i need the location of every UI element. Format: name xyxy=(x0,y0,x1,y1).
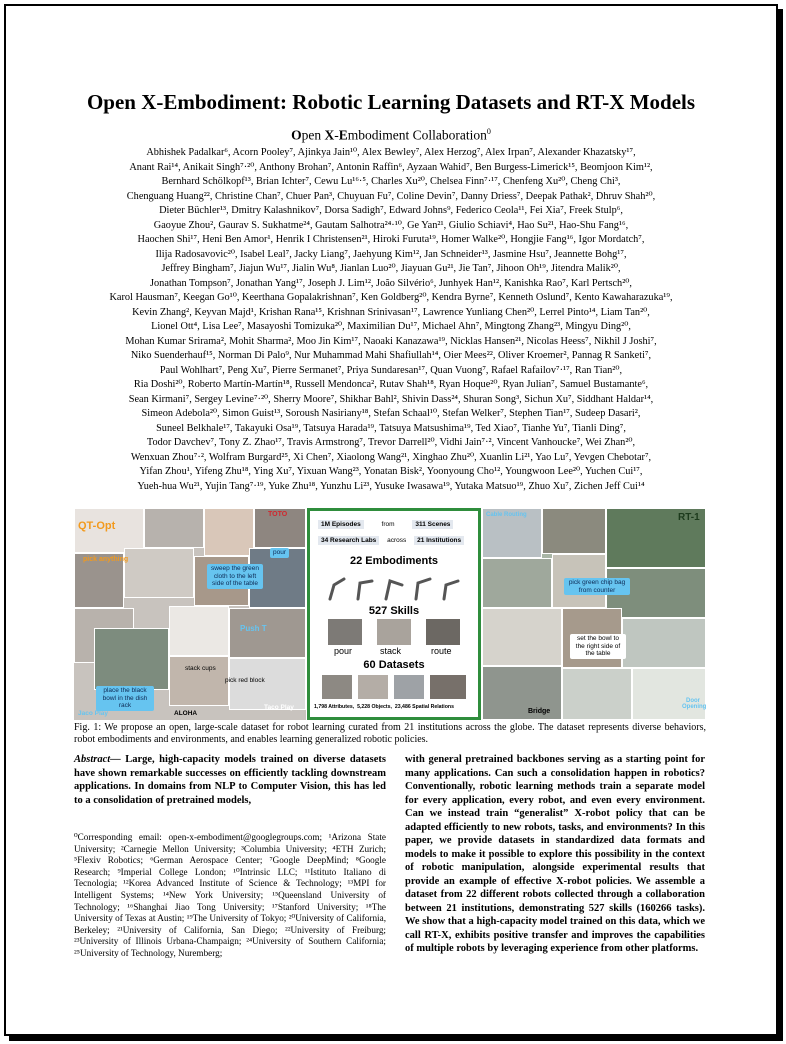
skill-photo-route xyxy=(426,619,460,645)
label-door-opening: Door Opening xyxy=(682,698,706,710)
tag-chip-bag: pick green chip bag from counter xyxy=(564,578,630,595)
skill-label-pour: pour xyxy=(334,646,353,656)
author-line: Haochen Shi¹⁷, Heni Ben Amor¹, Henrik I Christensen²¹, Hiroki Furuta¹⁹, Homer Walke²⁰, Hongjie Fang¹⁶, Igor Mordatch⁷, xyxy=(137,234,645,245)
author-line: Karol Hausman⁷, Keegan Go¹⁰, Keerthana Gopalakrishnan⁷, Ken Goldberg²⁰, Kendra Byrne⁷, Kenneth Oslund⁷, Kento Kawaharazuka¹⁹, xyxy=(109,292,673,303)
photo-tile xyxy=(204,508,254,556)
author-line: Yueh-hua Wu²¹, Yujin Tang⁷·¹⁹, Yuke Zhu¹⁸, Yunzhu Li²³, Yusuke Iwasawa¹⁹, Yutaka Matsuo¹⁹, Zhuo Xu⁷, Zichen Jeff Cui¹⁴ xyxy=(137,480,645,492)
stat-episodes-row xyxy=(318,521,453,528)
photo-tile xyxy=(542,508,606,554)
abstract-dash: — xyxy=(110,754,126,765)
figure-right-collage xyxy=(482,508,706,720)
photo-tile xyxy=(124,548,194,598)
author-line: Wenxuan Zhou⁷·², Wolfram Burgard²⁵, Xi Chen⁷, Xiaolong Wang²¹, Xinghao Zhu²⁰, Xuanlin Li²¹, Yao Lu⁷, Yevgen Chebotar⁷, xyxy=(130,451,652,463)
abstract-heading: Abstract xyxy=(74,754,111,765)
author-line: Simeon Adebola²⁰, Simon Guist¹³, Soroush Nasiriany¹⁸, Stefan Schaal¹⁰, Stefan Welker⁷, Stephen Tian¹⁷, Sudeep Dasari², xyxy=(141,408,641,419)
stat-labs: 34 Research Labs xyxy=(318,536,379,545)
photo-tile xyxy=(94,628,169,690)
abstract-right-column: with general pretrained backbones serving as a starting point for many applications. Can such a consolidation happen in robotics? Conventionally, robotic learning methods train a separate model for every application, every robot, and even every environment. Can we instead train “generalist” X-robot policy that can be adapted efficiently to new robots, tasks, and environments? In this paper, we provide datasets in standardized data formats and models to make it possible to explore this possibility in the context of robotic manipulation, alongside experimental results that provide an example of effective X-robot policies. We assemble a dataset from 22 different robots collected through a collaboration between 21 institutions, demonstrating 527 skills (160266 tasks). We show that a high-capacity model trained on this data, which we call RT-X, exhibits positive transfer and improves the capabilities of multiple robots by leveraging experience from other platforms. xyxy=(405,754,705,954)
label-cable-routing: Cable Routing xyxy=(486,512,527,518)
stat-embodiments: 22 Embodiments xyxy=(349,555,439,567)
figure-left-collage xyxy=(74,508,306,720)
skill-label-stack: stack xyxy=(380,646,402,656)
figure-caption: Fig. 1: We propose an open, large-scale dataset for robot learning curated from 21 institutions across the globe. The dataset represents diverse behaviors, robot embodiments and environments, and enables learning generalized robotic policies. xyxy=(74,722,706,745)
tag-place-bowl: place the black bowl in the dish rack xyxy=(96,686,154,711)
robot-arms-illustration xyxy=(320,571,470,601)
author-line: Ilija Radosavovic²⁰, Isabel Leal⁷, Jacky Liang⁷, Jaehyung Kim¹², Jan Schneider¹³, Jasmine Hsu⁷, Jeannette Bohg¹⁷, xyxy=(155,248,627,260)
photo-tile xyxy=(229,608,306,658)
label-aloha: ALOHA xyxy=(174,710,198,717)
paper-page xyxy=(4,4,778,1036)
tag-sweep-cloth: sweep the green cloth to the left side of the table xyxy=(207,564,263,589)
collab-initial-x: X xyxy=(324,127,335,143)
photo-tile xyxy=(562,668,632,720)
photo-tile xyxy=(482,558,552,608)
abstract-left-column xyxy=(74,753,386,807)
paper-title: Open X-Embodiment: Robotic Learning Datasets and RT-X Models xyxy=(86,90,696,114)
author-line: Lionel Ott⁴, Lisa Lee⁷, Masayoshi Tomizuka²⁰, Maximilian Du¹⁷, Michael Ahn⁷, Mingtong Zhang²³, Mingyu Ding²⁰, xyxy=(151,321,631,332)
author-line: Mohan Kumar Srirama², Mohit Sharma², Moo Jin Kim¹⁷, Naoaki Kanazawa¹⁹, Nicklas Hansen²¹, Nicolas Heess⁷, Nikhil J Joshi⁷, xyxy=(125,335,657,347)
stat-attributes-row: 1,798 Attributes, 5,228 Objects, 23,486 Spatial Relations xyxy=(314,704,454,710)
author-line: Bernhard Schölkopf¹³, Brian Ichter⁷, Cewu Lu¹⁶·⁵, Charles Xu²⁰, Chelsea Finn⁷·¹⁷, Chenfeng Xu²⁰, Cheng Chi³, xyxy=(161,176,621,187)
author-list xyxy=(61,146,721,494)
stat-episodes: 1M Episodes xyxy=(318,520,364,529)
dataset-thumb xyxy=(322,675,352,699)
stat-relations: 23,486 Spatial Relations xyxy=(394,704,454,710)
stat-objects: 5,228 Objects xyxy=(357,704,391,710)
author-line: Jonathan Tompson⁷, Jonathan Yang¹⁷, Joseph J. Lim¹², João Silvério⁶, Junhyek Han¹², Kanishka Rao⁷, Karl Pertsch²⁰, xyxy=(150,277,632,289)
stat-scenes: 311 Scenes xyxy=(412,520,453,529)
collab-initial-e: E xyxy=(338,127,348,143)
author-line: Kevin Zhang², Keyvan Majd¹, Krishan Rana¹⁵, Krishnan Srinivasan¹⁷, Lawrence Yunliang Chen²⁰, Lerrel Pinto¹⁴, Liam Tan²⁰, xyxy=(132,306,650,318)
photo-tile xyxy=(169,606,229,656)
label-rt1: RT-1 xyxy=(678,512,700,523)
collab-dash: - xyxy=(334,127,339,143)
label-toto: TOTO xyxy=(268,511,288,518)
author-line: Chenguang Huang²², Christine Chan⁷, Chuer Pan³, Chuyuan Fu⁷, Coline Devin⁷, Danny Driess⁷, Deepak Pathak², Dhruv Shah²⁰, xyxy=(126,190,656,202)
label-bridge: Bridge xyxy=(528,708,551,715)
stat-institutions: 21 Institutions xyxy=(414,536,464,545)
stat-from: from xyxy=(381,521,395,528)
skill-photo-stack xyxy=(377,619,411,645)
skill-photo-pour xyxy=(328,619,362,645)
label-push-t: Push T xyxy=(240,624,267,633)
author-line: Jeffrey Bingham⁷, Jiajun Wu¹⁷, Jialin Wu⁸, Jianlan Luo²⁰, Jiayuan Gu²¹, Jie Tan⁷, Jihoon Oh¹⁹, Jitendra Malik²⁰, xyxy=(161,263,621,274)
collaboration-line xyxy=(6,127,776,144)
author-line: Yifan Zhou¹, Yifeng Zhu¹⁸, Ying Xu⁷, Yixuan Wang²³, Yonatan Bisk², Yoonyoung Cho¹², Youngwoon Lee²⁰, Yuchen Cui¹⁷, xyxy=(139,466,643,477)
tag-stack-cups: stack cups xyxy=(185,665,216,672)
affiliations-footnote: ⁰Corresponding email: open-x-embodiment@googlegroups.com; ¹Arizona State University; ²Carnegie Mellon University; ³Columbia University; ⁴ETH Zurich; ⁵Flexiv Robotics; ⁶German Aerospace Center; ⁷Google DeepMind; ⁸Google Research; ⁹Imperial College London; ¹⁰Intrinsic LLC; ¹¹Istituto Italiano di Tecnologia; ¹²Korea Advanced Institute of Science & Technology; ¹³MPI for Intelligent Systems; ¹⁴New York University; ¹⁵Queensland University of Technology; ¹⁶Shanghai Jiao Tong University; ¹⁷Stanford University; ¹⁸The University of Texas at Austin; ¹⁹The University of Tokyo; ²⁰University of California, Berkeley; ²¹University of California, San Diego; ²²University of Freiburg; ²³University of Illinois Urbana-Champaign; ²⁴University of Southern California; ²⁵University of Technology, Nuremberg; xyxy=(74,832,386,958)
collab-sup: 0 xyxy=(486,127,491,136)
photo-tile xyxy=(144,508,204,548)
photo-tile xyxy=(632,668,706,720)
author-line: Sean Kirmani⁷, Sergey Levine⁷·²⁰, Sherry Moore⁷, Shikhar Bahl², Shivin Dass²⁴, Shuran Song³, Sichun Xu⁷, Siddhant Haldar¹⁴, xyxy=(128,393,654,405)
label-qt-opt: QT-Opt xyxy=(78,520,116,532)
author-line: Todor Davchev⁷, Tony Z. Zhao¹⁷, Travis Armstrong⁷, Trevor Darrell²⁰, Vidhi Jain⁷·², Vincent Vanhoucke⁷, Wei Zhan²⁰, xyxy=(146,437,636,448)
label-jaco-play: Jaco Play xyxy=(78,710,108,717)
dataset-thumb xyxy=(358,675,388,699)
dataset-thumb xyxy=(430,675,466,699)
collab-text-2: mbodiment Collaboration xyxy=(347,127,487,143)
author-line: Paul Wohlhart⁷, Peng Xu⁷, Pierre Sermanet⁷, Priya Sundaresan¹⁷, Quan Vuong⁷, Rafael Rafailov⁷·¹⁷, Ran Tian²⁰, xyxy=(159,364,623,376)
author-line: Ria Doshi²⁰, Roberto Martín-Martín¹⁸, Russell Mendonca², Rutav Shah¹⁸, Ryan Hoque²⁰, Ryan Julian⁷, Samuel Bustamante⁶, xyxy=(133,379,649,390)
author-line: Abhishek Padalkar⁶, Acorn Pooley⁷, Ajinkya Jain¹⁰, Alex Bewley⁷, Alex Herzog⁷, Alex Irpan⁷, Alexander Khazatsky¹⁷, xyxy=(146,147,636,158)
tag-bowl-right: set the bowl to the right side of the table xyxy=(570,634,626,659)
stat-across: across xyxy=(387,537,407,544)
author-line: Anant Rai¹⁴, Anikait Singh⁷·²⁰, Anthony Brohan⁷, Antonin Raffin⁶, Ayzaan Wahid⁷, Ben Burgess-Limerick¹⁵, Beomjoon Kim¹², xyxy=(129,161,653,173)
collab-initial-o: O xyxy=(291,127,302,143)
figure-stats-panel xyxy=(307,508,481,720)
tag-pick-red-block: pick red block xyxy=(225,677,265,684)
tag-pour: pour xyxy=(270,548,289,558)
dataset-thumb xyxy=(394,675,424,699)
label-taco-play: Taco Play xyxy=(264,704,294,711)
author-line: Suneel Belkhale¹⁷, Takayuki Osa¹⁹, Tatsuya Harada¹⁹, Tatsuya Matsushima¹⁹, Ted Xiao⁷, Tianhe Yu⁷, Tianli Ding⁷, xyxy=(156,422,626,434)
figure-1 xyxy=(74,508,706,720)
collab-text-1: pen xyxy=(301,127,325,143)
abstract-left-text: Large, high-capacity models trained on diverse datasets have shown remarkable successes on efficiently tackling downstream applications. In domains from NLP to Computer Vision, this has led to a consolidation of pretrained models, xyxy=(74,754,386,806)
stat-attributes: 1,798 Attributes xyxy=(314,704,353,710)
stat-labs-row xyxy=(318,537,464,544)
photo-tile xyxy=(622,618,706,668)
skill-label-route: route xyxy=(431,646,452,656)
stat-skills: 527 Skills xyxy=(368,605,420,617)
stat-datasets: 60 Datasets xyxy=(363,659,425,671)
author-line: Niko Suenderhauf¹⁵, Norman Di Palo⁹, Nur Muhammad Mahi Shafiullah¹⁴, Oier Mees²², Oliver Kroemer², Pannag R Sanketi⁷, xyxy=(130,350,652,361)
tag-pick-anything: pick anything xyxy=(83,556,129,563)
author-line: Dieter Büchler¹³, Dmitry Kalashnikov⁷, Dorsa Sadigh⁷, Edward Johns⁹, Federico Ceola¹¹, Fei Xia⁷, Freek Stulp⁶, xyxy=(159,205,623,216)
photo-tile xyxy=(482,608,562,666)
author-line: Gaoyue Zhou², Gaurav S. Sukhatme²⁴, Gautam Salhotra²⁴·¹⁰, Ge Yan²¹, Giulio Schiavi⁴, Hao Su²¹, Hao-Shu Fang¹⁶, xyxy=(153,219,629,231)
